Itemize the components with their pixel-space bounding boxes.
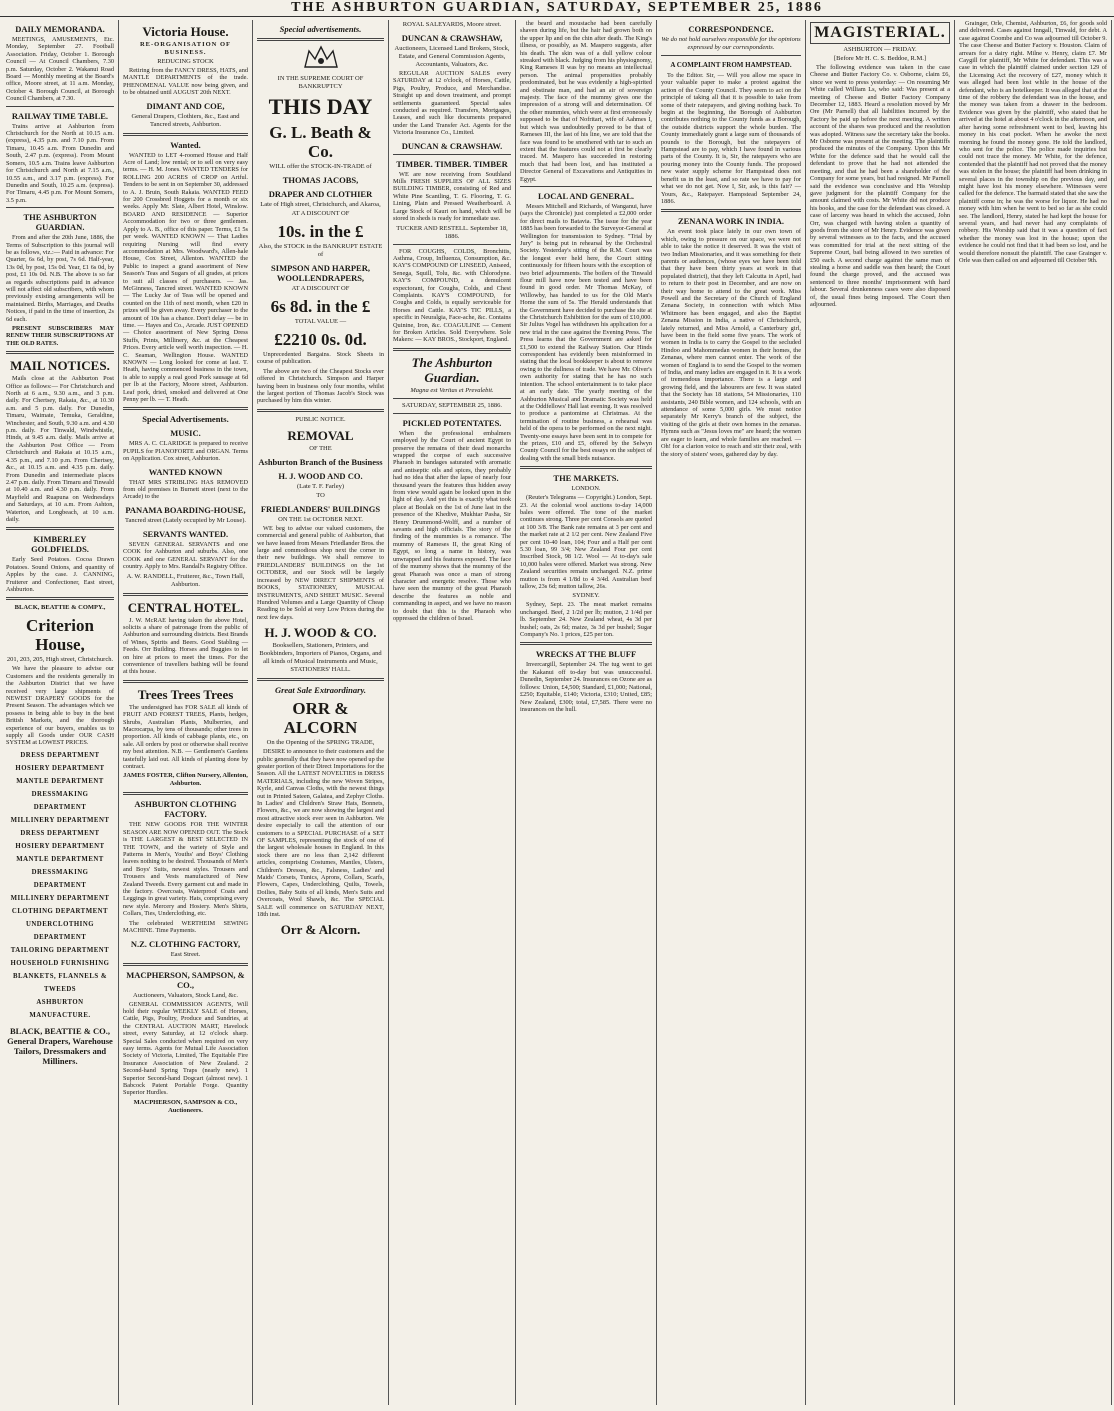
panama-text: THAT MRS STRIBLING HAS REMOVED from old premises in Burnett street (next to the Arcade) to the — [123, 478, 248, 501]
local-text: Messrs Mitchell and Richards, of Wanganui, have (says the Chronicle) just completed a £2,000 order for direct mails to Batavia. The issue for the year 1885 has been forwarded to the Surveyor-General at Wellington for transmission to Sydney. "Trial by Jury" is being put in rehearsal by the Orchestral Society. Yesterday's sitting of the R.M. Court was the longest ever held here, the Court sitting continuously for fifteen hours with the exception of two brief adjournments. The boilers of the Tinwald flour mill have now been tested and have been found in good order. Mr Thomas McKay, of Willowby, has handed to us for the Old Man's Home the sum of 5s. The Herald understands that the Government have decided to purchase the site at the Christchurch Exhibition for the sum of £10,000. Sir Julius Vogel has withdrawn his application for a new trial in the case against the Evening Press. The Press learns that the Government are asked for £1,500 to extend the Railway Station. Our Hinds correspondent has evidently been misinformed in stating that the local bookkeeper is about to remove owing to the dullness of trade. We have Mr. Oliver's own authority for stating that he has no such intention. The school entertainment is to take place at an early date. The yearly meeting of the Ashburton Musical and Dramatic Society was held at the Oddfellows' Hall last evening. It was resolved to produce a pantomime at Christmas. At the termination of routine business, a rehearsal was held of the opera to be performed on the next night. Twenty-one essays have been sent in to compete for the prizes, £10 and £5, offered by the Selwyn County Council for the best essays on the subject of dealing with the small birds nuisance. — [520, 202, 652, 462]
wrecks-heading: WRECKS AT THE BLUFF — [535, 649, 637, 660]
magisterial-sub: ASHBURTON — FRIDAY. — [843, 46, 917, 53]
department-item: CLOTHING DEPARTMENT — [11, 907, 109, 915]
beath-name: THOMAS JACOBS, — [282, 175, 359, 185]
crawshaw-sub: Auctioneers, Licensed Land Brokers, Stock, Estate, and General Commission Agents, Accountants, Valuators, &c. — [394, 45, 510, 68]
trees-text: The undersigned has FOR SALE all kinds of FRUIT AND FOREST TREES, Plants, hedges, Shrubs, Australian Plants, Mulberries, and Macrocarpa, by tens of thousands; other trees in proportion. All kinds of cabbage plants, etc., on sale. All orders by post or otherwise shall receive my best attention. N.B. — Gentlemen's Gardens tastefully laid out. All kinds of planting done by contract. — [123, 703, 248, 770]
memoranda-text: MEETINGS, AMUSEMENTS, Etc. Monday, September 27. Football Association. Friday, October 1. Borough Council — At Council Chambers, 7.30 p.m. Saturday, October 2. Wakanui Road Board — Monthly meeting at the Board's office, Moore street, at 11 a.m. Monday, October 4. Borough Council, at Borough Council Chambers, at 7.30. — [6, 36, 114, 103]
also-text: Also, the STOCK in the BANKRUPT ESTATE of — [258, 243, 383, 258]
trees-firm: JAMES FOSTER, Clifton Nursery, Allenton, Ashburton. — [123, 772, 248, 788]
wood-to: TO — [316, 491, 325, 499]
department-item: MILLINERY DEPARTMENT — [10, 816, 110, 824]
mail-heading: MAIL NOTICES. — [10, 358, 110, 374]
panama-name: PANAMA BOARDING-HOUSE, — [125, 504, 246, 515]
great-sale-heading: Great Sale Extraordinary. — [274, 685, 367, 696]
wood-late: (Late T. F. Farley) — [296, 482, 345, 490]
orr-sub: On the Opening of the SPRING TRADE, — [266, 739, 375, 747]
column-5 — [516, 20, 657, 1405]
manufacture-line: ASHBURTON MANUFACTURE. — [29, 998, 91, 1019]
markets-heading: THE MARKETS. — [553, 473, 619, 484]
column-3 — [253, 20, 389, 1405]
subscribers-notice: PRESENT SUBSCRIBERS MAY RENEW THEIR SUBSCRIPTIONS AT THE OLD RATES. — [6, 325, 114, 347]
column-7 — [806, 20, 955, 1405]
department-item: MILLINERY DEPARTMENT — [10, 894, 110, 902]
magisterial-heading: MAGISTERIAL. — [810, 22, 950, 44]
nz-factory-heading: N.Z. CLOTHING FACTORY, — [130, 938, 241, 949]
beath-heading: G. L. Beath & Co. — [269, 123, 372, 161]
special-ads-heading: Special Advertisements. — [142, 414, 229, 425]
column-2 — [119, 20, 253, 1405]
auction-firm: MACPHERSON, SAMPSON, & CO., — [126, 969, 245, 990]
mail-text: Mails close at the Ashburton Post Office as follows:— For Christchurch and North at 6 a.m., 9.30 a.m., and 3 p.m. daily. For Chertsey, Rakaia, &c., at 10.30 a.m. and 5 p.m. daily. For Dunedin, Timaru, Waimate, Temuka, Geraldine, Winchester, and South, 9.30 a.m. and 4.30 p.m. daily. For Tinwald, Windwhistle, Hinds, at 9.45 a.m. daily. Mails arrive at the Ashburton Post Office — From Christchurch and Rakaia at 10.15 a.m., 4.35 p.m., and 7.10 p.m. From Chertsey, &c., at 10.15 a.m. and 4.35 p.m. daily. From Dunedin and intermediate places 2.47 p.m. daily. From Timaru and Tinwald at 10.40 a.m. and 4.30 p.m. daily. From Mayfield and Ruapuna on Wednesdays and Saturdays, at 10 a.m. From Ashton, Waterton, and Longbeach, at 10 a.m. daily. — [6, 375, 114, 523]
timber-firm: DUNCAN & CRAWSHAW. — [401, 140, 503, 151]
railway-text: Trains arrive at Ashburton from Christchurch for the North at 10.15 a.m. (express), 4.35 p.m. and 7.10 p.m. From Timaru, 10.45 a.m. From Dunedin and South, 2.47 p.m. (express). From Mount Somers, 10.5 a.m. Trains leave Ashburton for Christchurch and North at 7.15 a.m., 10.55 a.m., and 3.17 p.m. (express). For Dunedin and South, 10.25 a.m. (express). For Timaru, 4.45 p.m. For Mount Somers, 3.5 p.m. — [6, 122, 114, 204]
music-heading: MUSIC. — [170, 428, 201, 439]
department-item: MANTLE DEPARTMENT — [16, 855, 104, 863]
correspondence-note: We do not hold ourselves responsible for the opinions expressed by our correspondents. — [661, 36, 801, 51]
department-list — [6, 749, 114, 970]
hotel-text: J. W. McRAE having taken the above Hotel, solicits a share of patronage from the public of Ashburton and surrounding districts. Best Brands of Wines, Spirits and Beers. Good Stabling — Feeds. Orr Building. Horses and Buggies to let on hire at prices to meet the times. For the convenience of travellers bathing will be found at this house. — [123, 616, 248, 676]
department-item: DRESS DEPARTMENT — [20, 829, 100, 837]
criterion-text: We have the pleasure to advise our Customers and the residents generally in the Ashburton District that we have received very large shipments of NEWEST DRAPERY GOODS for the Present Season. The advantages which we possess in being able to buy in the best British Markets, and the thorough experience of our buyers, enables us to supply all Goods under OUR CASH SYSTEM at LOWEST PRICES. — [6, 665, 114, 747]
sydney-text: Sydney, Sept. 23. The meat market remains unchanged. Beef, 2 1/2d per lb; mutton, 2 1/4d per lb. September 24. New Zealand wheat, 4s 3d per bushel; oats, 2s 6d; maize, 3s 3d per bushel; Sugar Company's No. 1 prices, £25 per ton. — [520, 601, 652, 639]
victoria-text: Retiring from the FANCY DRESS, HATS, and MANTLE DEPARTMENTS of the trade. PHENOMENAL VALUE now being given, and to be obtained until AUGUST 20th NEXT. — [123, 67, 248, 97]
beath-text: WILL offer the STOCK-IN-TRADE of — [269, 163, 372, 170]
removal-of: OF THE — [309, 444, 332, 452]
orr-heading: ORR & ALCORN — [283, 699, 358, 738]
royal-crest-icon — [257, 45, 384, 74]
pickled-text: When the professional embalmers employed by the Court of ancient Egypt to preserve the remains of their dead monarchs wrapped the corpse of each successive Pharaoh in bandages saturated with aromatic and antiseptic oils and spices, they probably had no idea that after the lapse of nearly four thousand years the features thus hidden away from view would again be looked upon in the light of day. And yet this is exactly what took place at Boulak on the 1st of June last in the presence of the Khedive, Mukhtar Pasha, Sir Henry Drummond-Wolff, and a number of savants and high officials. The story of the finding of the mummies is a romance. The mummy of Rameses II, the great King of Egypt, so long a name in history, was unwrapped and his features exposed. The face of the mummy shows that the mummy of the great Pharaoh was once a man of strong character and energetic resolve. Those who have seen the mummy of the great Pharaoh describe the features as noble and commanding in aspect, and we have no reason to doubt that this is the Pharaoh who oppressed the children of Israel. — [393, 429, 511, 622]
department-item: DRESS DEPARTMENT — [20, 751, 100, 759]
coughs-text: FOR COUGHS, COLDS, Bronchitis, Asthma, Croup, Influenza, Consumption, &c. KAY'S COMPOUND OF LINSEED, Aniseed, Senega, Squill, Tolu, &c. with Chlorodyne. KAY'S COMPOUND, a demulcent expectorant, for Coughs, Colds, and Chest Complaints. KAY'S COMPOUND, for Coughs and Colds, is equally serviceable for Horses and Cattle. KAY'S TIC PILLS, a specific in Neuralgia, Face-ache, &c. Contains Quinine, Iron, &c. COAGULINE — Cement for Broken Articles. Sold Everywhere. Sole Makers: — KAY BROS., Stockport, England. — [393, 247, 511, 344]
saleyards-head: ROYAL SALEYARDS, Moore street. — [402, 21, 502, 28]
beath-location: Late of High street, Christchurch, and Akaroa, — [260, 201, 381, 208]
wood-big-heading: H. J. WOOD & CO. — [264, 625, 377, 641]
department-item: TAILORING DEPARTMENT — [10, 946, 110, 954]
crawshaw-text: REGULAR AUCTION SALES every SATURDAY at 12 o'clock, of Horses, Cattle, Pigs, Poultry, Produce, and Merchandise. Straight up and down treatment, and prompt settlements guaranteed. Special sales conducted as required. Transfers, Mortgages, Leases, and such like documents prepared under the Land Transfer Act. Agents for the Victoria Insurance Co., Limited. — [393, 70, 511, 137]
complaint-text: To the Editor. Sir, — Will you allow me space in your valuable paper to make a protest against the action of the County Council. They seem to act on the principle of taking all that it is possible to take from some of their ratepayers, and giving nothing back. To begin at the beginning, the Borough of Ashburton contributes nothing to the County funds as a Borough, the outside districts support the whole burden. The County immediately grant a large sum of thousands of pounds to the Borough, but the ratepayers of Hampstead are to pay, which I have found in various parts of the County. It is, Sir, the ratepayers who are pouring money into the County funds. The proposed new water supply scheme for Hampstead does not benefit us in the least, and so rate we have to pay for what we do not get. Now I, Sir, ask, is this fair? — Yours, &c., Ratepayer. Hampstead September 24, 1886. — [661, 72, 801, 205]
price-1: 10s. in the £ — [277, 222, 364, 241]
removal-heading: REMOVAL — [287, 427, 354, 443]
panama-address: Tancred street (Lately occupied by Mr Louse). — [124, 516, 246, 524]
public-notice: PUBLIC NOTICE. — [295, 415, 346, 423]
local-heading: LOCAL AND GENERAL. — [537, 190, 635, 201]
servants-heading: SERVANTS WANTED. — [142, 528, 229, 539]
victoria-firm: DIMANT AND COE, — [146, 100, 225, 111]
magisterial-bench: [Before Mr H. C. S. Beddoe, R.M.] — [833, 55, 927, 62]
branch-heading: Ashburton Branch of the Business — [258, 456, 383, 467]
railway-heading: RAILWAY TIME TABLE. — [11, 110, 109, 121]
nz-factory-sub: East Street. — [170, 950, 201, 958]
paper-date: SATURDAY, SEPTEMBER 25, 1886. — [401, 401, 503, 409]
department-item: HOSIERY DEPARTMENT — [15, 842, 105, 850]
total-label: TOTAL VALUE — — [294, 318, 347, 325]
wood-heading: H. J. WOOD AND CO. — [278, 470, 363, 481]
sydney-heading: SYDNEY. — [572, 592, 600, 600]
on-date: ON THE 1st OCTOBER NEXT. — [278, 515, 363, 523]
guardian-terms-text: From and after the 20th June, 1886, the Terms of Subscription to this journal will be as follows, viz.:— Paid in advance: For Quarter, 6s 6d, by post, 7s 6d. Half-year, 13s 0d, by post, 15s 0d. Year, £1 6s 0d, by post, £1 10s 0d. N.B. The above is so far as regards subscriptions paid in advance will not affect old subscribers, with whom previously existing arrangements will be maintained. Births, Marriages, and Deaths Notices, if paid in the time of insertion, 2s 6d each. — [6, 234, 114, 323]
court-heading: IN THE SUPREME COURT OF BANKRUPTCY — [277, 75, 364, 90]
memoranda-heading: DAILY MEMORANDA. — [15, 24, 105, 34]
wrecks-text: Invercargill, September 24. The tug went to get the Kakanui off to-day but was unsuccessful. Dunedin, September 24. Insurances on Ozone are as follows: Union, £4,500; Standard, £1,000; National, £250; Equitable, £140; Victoria, £310; United, £85; New Zealand, £300; total, £7,585. There were no insurances on the hull. — [520, 661, 652, 713]
total-value: £2210 0s. 0d. — [274, 330, 367, 349]
victoria-heading: Victoria House. — [142, 24, 229, 39]
department-item: HOSIERY DEPARTMENT — [15, 764, 105, 772]
victoria-firm-address: General Drapers, Clothiers, &c., East and Tancred streets, Ashburton. — [131, 112, 240, 128]
wanted-text: WANTED to LET 4-roomed House and Half Acre of Land; low rental; or to sell on very easy terms. — H. M. Jones. WANTED TENDERS for ROLLING 200 ACRES of CROP on Artful. Tenders to be sent in on September 30, addressed to A. J. Bruin, South Rakaia. WANTED FEED for 200 Crossbred Hoggets for a month or six weeks. Apply Mr. Slate, Albert Hotel, Winslow. BOARD AND RESIDENCE — Superior Accommodation for two or three gentlemen. Apply to A. B., office of this paper. Terms, £1 5s per week. WANTED KNOWN — That Ladies requiring Nursing will find every accommodation at Mrs. Woodward's, Allen-hale House, Cox Street, Allenton. WANTED the Public to inspect a grand assortment of New Season's Teas and Sugars of all grades, at prices to suit all classes of purchasers. — Jas. McGinness, Tancred street. WANTED KNOWN — The Lucky Jar of Teas will be opened and counted on the 11th of next month, when £20 in prizes will be given away. Every purchaser to the amount of 10s has a chance. Don't delay — be in time. — Hayes and Co., Arcade. JUST OPENED — Choice assortment of New Spring Dress Stuffs, Prints, Millinery, &c. at the Cheapest Prices. Every article well worth inspection. — H. C. Seaman, Wellington House. WANTED KNOWN — Long looked for come at last. T. Heath, having commenced business in the town, is able to supply a real good Pork sausage at 6d per lb at the Factory, Moore street, Ashburton. Leaf pork, dried, smoked and delivered at One Penny per lb. — T. Heath. — [123, 151, 248, 404]
clothing-text: THE NEW GOODS FOR THE WINTER SEASON ARE NOW OPENED OUT. The Stock is THE LARGEST & BEST SELECTED IN THE TOWN, and the variety of Style and Patterns in Men's, Youths' and Boys' Clothing leaves nothing to be desired. Thousands of Men's and Boys' Suits, newest styles. Trousers and Trousers and Vests manufactured of New Zealand Tweeds. Every garment cut and made in the factory. Overcoats, Waterproof Coats and Leggings in great variety. Hats, comprising every new style. Mercery and Hosiery. Men's Shirts, Collars, Ties, Underclothing, etc. — [123, 821, 248, 918]
music-text: MRS A. C. CLARIDGE is prepared to receive PUPILS for PIANOFORTE and ORGAN. Terms on Application. Cox street, Ashburton. — [123, 440, 248, 463]
magisterial-text: The following evidence was taken in the case Cheese and Butter Factory Co. v. Osborne, claim £6, since we went to press yesterday: — On resuming Mr White called William Ls, who said: Was present at a meeting of Cheese and Butter Factory Company December 12, 1883. Heard a resolution moved by Mr Ore (Mr Parnell) that all liabilities incurred by the Factory be paid up before the next meeting. A written account of the shares was produced and the resolution was adopted. Witness saw the secretary take the books. Mr Osborne was present at the meeting. The plaintiffs produced the minutes of the Company. Upon this Mr White for the defence said that he would call the defendant to prove that he had not attended the meeting, and that he had been a shareholder of the Company for some years, but had resigned. Mr Parnell said the evidence was conclusive and His Worship gave judgment for the plaintiff Company for the amount claimed with costs. Mr White did not produce his books, and the case for the defendant was closed. A case of larceny was heard in which the accused, John Orr, was charged with having stolen a quantity of goods from the store of Mr Henry. Evidence was given by several witnesses as to the facts, and the accused was committed for trial at the next sitting of the Supreme Court, bail being allowed in two sureties of £50 each. A second charge against the same man of stealing a horse and saddle was then heard; the Court found the charge proved, and the accused was sentenced to three months' imprisonment with hard labour. Several drunkenness cases were also disposed of, the usual fines being imposed. The Court then adjourned. — [810, 64, 950, 308]
column-8 — [955, 20, 1112, 1405]
victoria-subheading-2: REDUCING STOCK — [157, 58, 214, 65]
buildings-heading: FRIEDLANDERS' BUILDINGS — [260, 503, 381, 514]
criterion-footer: BLACK, BEATTIE & CO., General Drapers, Warehouse Tailors, Dressmakers and Milliners. — [7, 1025, 113, 1066]
price-2: 6s 8d. in the £ — [270, 297, 371, 316]
zenana-heading: ZENANA WORK IN INDIA. — [677, 216, 785, 227]
auction-sub: Auctioneers, Valuators, Stock Land, &c. — [133, 991, 238, 999]
masthead: THE ASHBURTON GUARDIAN, SATURDAY, SEPTEMBER 25, 1886 — [0, 0, 1114, 17]
discount-2-label: AT A DISCOUNT OF — [291, 285, 350, 292]
trees-heading: Trees Trees Trees — [137, 686, 234, 702]
tucker-line: TUCKER AND RESTELL. September 18, 1886. — [396, 224, 508, 240]
victoria-subheading: RE-ORGANISATION OF BUSINESS. — [139, 41, 231, 56]
wanted-known-heading: WANTED KNOWN — [148, 466, 223, 477]
auction-footer: MACPHERSON, SAMPSON & CO., Auctioneers. — [133, 1098, 238, 1114]
department-item: DRESSMAKING DEPARTMENT — [31, 790, 89, 811]
timber-text: WE are now receiving from Southland Mills FRESH SUPPLIES OF ALL SIZES BUILDING TIMBER, consisting of Red and White Pine Scantling, T. G. Flooring, T. G. Lining, Plain and Pressed Weatherboard. A Large Stock of Kauri on hand, which will be stored in sheds is ready for immediate use. — [393, 170, 511, 223]
criterion-heading: Criterion House, — [26, 616, 94, 655]
column-6 — [657, 20, 806, 1405]
pickled-continued-text: the beard and moustache had been carefully shaven during life, but the hair had grown both on the upper lip and on the chin after death. The King's illness, or possibly, as M. Maspero suggests, after his death. The skin was of a dull yellow colour streaked with black. Judging from his physiognomy, King Rameses II was by no means an intellectual person. The animal propensities probably predominated, but he was evidently a high-spirited and obstinate man, and had an air of sovereign majesty. The face of the mummy gives one the impression of a strong will and determination. Of the other mummies, which were at first erroneously supposed to be that of Nofritari, wife of Aahmes I, but which was undoubtedly proved to be that of Rameses III, the last of his line, we are told that the face was found to be smothered with tar to such an extent that the features could not at first be clearly traced. M. Maspero has succeeded in restoring much that had been lost, and has instituted a Director General of Excavations and Antiquities in Egypt. — [520, 20, 652, 183]
purchase-text: The above are two of the Cheapest Stocks ever offered in Christchurch. Simpson and Harper having been in business only four months, whilst the largest portion of Thomas Jacob's Stock was purchased by him this winter. — [257, 367, 384, 405]
guardian-terms-heading: THE ASHBURTON GUARDIAN. — [23, 212, 97, 233]
wood-text: WE beg to advise our valued customers, the commercial and general public of Ashburton, that we have leased from Messrs Friedlander Bros. the large and commodious shop next the corner in their new buildings. We shall remove to FRIEDLANDERS' BUILDINGS on the 1st OCTOBER, and our Stock will be largely increased by NEW DIRECT SHIPMENTS of BOOKS, STATIONERY, MUSICAL INSTRUMENTS, AND SHEET MUSIC. Several Hundred Volumes and a Large Quantity of Cheap Reading to be Sold at very Low Prices during the next few days. — [257, 524, 384, 621]
correspondence-heading: CORRESPONDENCE. — [688, 24, 774, 34]
criterion-address: 201, 203, 205, High street, Christchurch. — [6, 656, 114, 664]
blankets-line: BLANKETS, FLANNELS & TWEEDS — [12, 972, 108, 993]
department-item: UNDERCLOTHING DEPARTMENT — [25, 920, 95, 941]
pickled-heading: PICKLED POTENTATES. — [402, 417, 502, 428]
beath-trade: DRAPER AND CLOTHIER — [268, 189, 373, 199]
criterion-firm: BLACK, BEATTIE & COMPY., — [14, 604, 106, 612]
wood-sub: Booksellers, Stationers, Printers, and Bookbinders, Importers of Pianos, Organs, and all kinds of Musical Instruments and Music, STATIONERS' HALL. — [259, 642, 382, 674]
sewing-text: The celebrated WERTHEIM SEWING MACHINE. Time Payments. — [123, 919, 248, 935]
orr-footer: Orr & Alcorn. — [280, 922, 361, 938]
complaint-heading: A COMPLAINT FROM HAMPSTEAD. — [670, 61, 792, 69]
department-item: MANTLE DEPARTMENT — [16, 777, 104, 785]
randell-ad: A. W. RANDELL, Fruiterer, &c., Town Hall, Ashburton. — [126, 572, 245, 588]
paper-title: The Ashburton Guardian. — [411, 354, 493, 385]
department-item: DRESSMAKING DEPARTMENT — [31, 868, 89, 889]
column-1 — [2, 20, 119, 1405]
orr-text: DESIRE to announce to their customers and the public generally that they have now opened up the greater portion of their Direct Importations for the Season. All the LATEST NOVELTIES in DRESS MATERIALS, including the new Woven Stripes, Kyrle, and Canvas Cloths, with the newest things out in Printed Sateen, Galatea, and Zephyr Cloths. In Ladies' and Children's Straw Hats, Bonnets, Flowers, &c., we are now showing the largest and most attractive stock ever seen in Ashburton. We desire especially to call the attention of our customers to a SPECIAL PURCHASE of a SET OF SAMPLES, representing the stock of one of the largest wholesale houses in England. In this stock there are no less than 2,142 different articles, comprising Costumes, Mantles, Ulsters, Children's Dresses, &c., Falsness, Ladies' and Maids' Corsets, Tunics, Aprons, Collars, Scarfs, Flowers, Capes, Underclothing, Quilts, Towels, Doilies, Baby Suits of all kinds, Men's Suits and Overcoats, Wool Shawls, &c. The SPECIAL SALE will commence on SATURDAY NEXT, 18th inst. — [257, 748, 384, 919]
department-item: HOUSEHOLD FURNISHING — [10, 959, 110, 967]
markets-text: (Reuter's Telegrams — Copyright.) London, Sept. 23. At the colonial wool auctions to-day 14,000 bales were offered. The tone of the market continues strong. Three per cent Consols are quoted at 100 3/8. The Bank rate remains at 3 per cent and the market rate at 2 1/2 per cent. New Zealand Five per cent 10-40 loan, 104; Four and a Half per cent 5.30 loan, 99 3/4; New Zealand Four per cent Inscribed Stock, 98 1/2. Wool — At to-day's sale 10,000 bales were offered. Market was strong. New Zealand securities remain unchanged. N.Z. prime mutton is from 4 1/8d to 4 3/4d. Australian beef tallow, 23s 6d; mutton tallow, 26s. — [520, 494, 652, 591]
column-4 — [389, 20, 516, 1405]
unprecedented-text: Unprecedented Bargains. Stock Sheets in course of publication. — [257, 351, 384, 366]
paper-motto: Magna est Veritas et Prevalebit. — [410, 386, 494, 394]
auction-text: GENERAL COMMISSION AGENTS, Will hold their regular WEEKLY SALE of Horses, Cattle, Pigs, Poultry, Produce and Sundries, at the CENTRAL AUCTION MART, Havelock street, every Saturday, at 12 o'clock sharp. Special Sales conducted when required on very easy terms. Agents for Mutual Life Association Society of Victoria, Limited, The Equitable Fire Insurance Association of New Zealand. 2 Second-hand Spring Traps (nearly new). 1 Superior Second-hand Dogcart (almost new). 1 Babcock Patent Portable Forge. Quantity Superior Hurdles. — [123, 1000, 248, 1097]
crawshaw-heading: DUNCAN & CRAWSHAW, — [401, 33, 503, 43]
this-day-heading: THIS DAY — [268, 94, 373, 119]
goldfields-heading: KIMBERLEY GOLDFIELDS. — [31, 534, 89, 555]
hotel-heading: CENTRAL HOTEL. — [127, 599, 244, 615]
estate-name: SIMPSON AND HARPER, WOOLLENDRAPERS, — [271, 263, 370, 283]
markets-sub: LONDON. — [571, 485, 601, 493]
zenana-text: An event took place lately in our own town of which, owing to pressure on our space, we were not able to take the notice it deserved. It was the visit of two Indian Missionaries, and it was something for their parents or audiences, (whose eyes we have been told that they have been thirty years at work in that populated district), that they left Calcutta in April, had to return to their post in December, and are now on their way home to attend to the great work. Miss Powell and the Secretary of the Church of England Zenana Society, in connection with which Miss Whitmore has been engaged, and also the Baptist Zenana Mission in India, a native of Christchurch, lately returned, and Miss Arnold, a Canterbury girl, have been in the field some five years. The work of women in India is to carry the Gospel to the secluded Hindoo and Mahommedan women in their homes, the Zenanas, where men cannot enter. The work of the women of England is to send the Gospel to the women of India, and many ladies are engaged in it. It is a work of tremendous importance. There is a large and growing field, and the labourers are few. It was stated that the Society has 18 stations, 54 Missionaries, 110 assistants, 240 Bible women, and 124 schools, with an attendance of some 5,000 girls. We must notice separately Mr Kerry's branch of the subject, the visiting of the girls at their own homes in the zenanas. Hymns such as "Jesus loves me" are heard; the women are eager to learn, and whole families are reached. — Oh! for a clarion voice to reach and stir their zeal, with the story of sisters' woes, gathered day by day. — [661, 228, 801, 458]
timber-heading: TIMBER. TIMBER. TIMBER — [396, 158, 508, 169]
servants-text: SEVEN GENERAL SERVANTS and one COOK for Ashburton and suburbs. Also, one COOK and one GENERAL SERVANT for the country. Apply to Mrs. Randall's Registry Office. — [123, 540, 248, 571]
wanted-heading: Wanted. — [170, 139, 201, 150]
court-cases-text: Grainger, Orle, Chemist, Ashburton, £6, for goods sold and delivered. Cases against Inngall, Tinwald, for debt. A case against Coombe and Co was adjourned till October 9. The case Cheese and Butter Factory v. Houston. Claim of arrears for a dairy right. Milne v. Henry, claim £7. Mr Caygill for plaintiff, Mr White for defendant. This was a case in which the plaintiff claimed under section 129 of the Licensing Act the recovery of £27, money which it was alleged had been lost while in the house of the defendant, who is an hotelkeeper. It was alleged that at the time of the robbery the defendant was in the house, and the money was taken from a drawer in the bedroom. Evidence was given by the plaintiff, who stated that he arrived at the hotel at about 4 o'clock in the afternoon, and after having some refreshment went to bed, leaving his money in his coat pocket. When he awoke the next morning he found the money gone. He told the landlord, who sent for the police. The police made inquiries but could not trace the money. Mr White, for the defence, contended that the plaintiff had not proved that the money was stolen in the house; the plaintiff had been drinking in several places in the township on the previous day, and might have lost his money elsewhere. Witnesses were called for the defence. The barmaid stated that she saw the plaintiff come in; he was the worse for liquor. He had no money with him when he went to bed so far as she could see. The landlord, Henry, stated he had kept the house for several years, and had never had any complaints of robbery. His Worship said that it was a question of fact whether the money was lost in the house; upon the evidence he could not find that it had been so lost, and he would therefore nonsuit the plaintiff. The case Grainger v. Orle was then called on and adjourned till October 9th. — [959, 20, 1107, 264]
discount-1-label: AT A DISCOUNT OF — [291, 210, 350, 217]
goldfields-text: Early Seed Potatoes. Cocoa Drawn Potatoes. Sound Onions, and quantity of Apples by the case. J. CANNING, Fruiterer and Confectioner, East street, Ashburton. — [6, 556, 114, 593]
special-ads-banner: Special advertisements. — [279, 24, 362, 34]
clothing-heading: ASHBURTON CLOTHING FACTORY. — [134, 799, 237, 820]
